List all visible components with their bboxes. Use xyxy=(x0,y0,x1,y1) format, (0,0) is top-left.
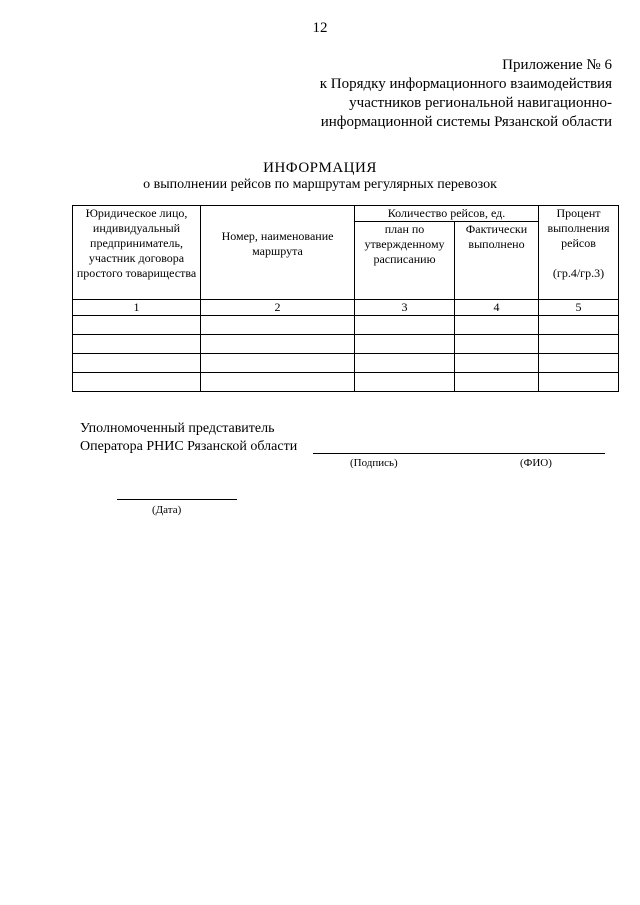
table-cell xyxy=(455,316,539,335)
table-cell xyxy=(455,335,539,354)
header-percent-formula: (гр.4/гр.3) xyxy=(552,266,605,280)
date-caption: (Дата) xyxy=(152,504,182,516)
table-cell xyxy=(73,373,201,392)
document-title: ИНФОРМАЦИЯ xyxy=(263,160,377,176)
table-cell xyxy=(73,354,201,373)
header-trip-count: Количество рейсов, ед. xyxy=(355,206,539,222)
header-plan: план по утвержденному расписанию xyxy=(355,222,455,300)
page-number: 12 xyxy=(312,20,328,36)
column-number: 3 xyxy=(355,300,455,316)
header-legal-entity: Юридическое лицо, индивидуальный предприниматель, участник договора простого товарищества xyxy=(73,206,201,300)
table-cell xyxy=(539,335,619,354)
appendix-line: участников региональной навигационно- xyxy=(349,95,612,111)
trips-table xyxy=(72,205,619,392)
date-line xyxy=(117,499,237,500)
appendix-line: информационной системы Рязанской области xyxy=(320,114,612,130)
signatory-title: Уполномоченный представитель xyxy=(80,421,275,436)
table-cell xyxy=(355,373,455,392)
table-cell xyxy=(201,354,355,373)
table-cell xyxy=(355,316,455,335)
appendix-line: Приложение № 6 xyxy=(502,57,612,73)
table-cell xyxy=(201,373,355,392)
table-cell xyxy=(455,373,539,392)
header-route: Номер, наименование маршрута xyxy=(201,206,355,300)
document-subtitle: о выполнении рейсов по маршрутам регулярных перевозок xyxy=(143,177,497,192)
table-cell xyxy=(201,316,355,335)
table-row xyxy=(73,335,619,354)
signatory-organization: Оператора РНИС Рязанской области xyxy=(80,439,298,454)
appendix-line: к Порядку информационного взаимодействия xyxy=(319,76,612,92)
table-cell xyxy=(539,316,619,335)
table-cell xyxy=(355,335,455,354)
header-percent-title: Процент выполнения рейсов xyxy=(547,206,610,250)
column-number: 5 xyxy=(539,300,619,316)
column-number: 1 xyxy=(73,300,201,316)
table-cell xyxy=(539,354,619,373)
signature-line xyxy=(313,453,605,454)
table-row xyxy=(73,373,619,392)
appendix-header xyxy=(320,56,612,132)
table-row xyxy=(73,354,619,373)
table-cell xyxy=(539,373,619,392)
table-cell xyxy=(73,316,201,335)
table-cell xyxy=(73,335,201,354)
table-cell xyxy=(355,354,455,373)
header-percent xyxy=(539,206,619,300)
table-cell xyxy=(201,335,355,354)
table-row xyxy=(73,316,619,335)
name-caption: (ФИО) xyxy=(520,457,552,469)
column-number: 4 xyxy=(455,300,539,316)
table-cell xyxy=(455,354,539,373)
header-actual: Фактически выполнено xyxy=(455,222,539,300)
column-number: 2 xyxy=(201,300,355,316)
signature-caption: (Подпись) xyxy=(350,457,398,469)
